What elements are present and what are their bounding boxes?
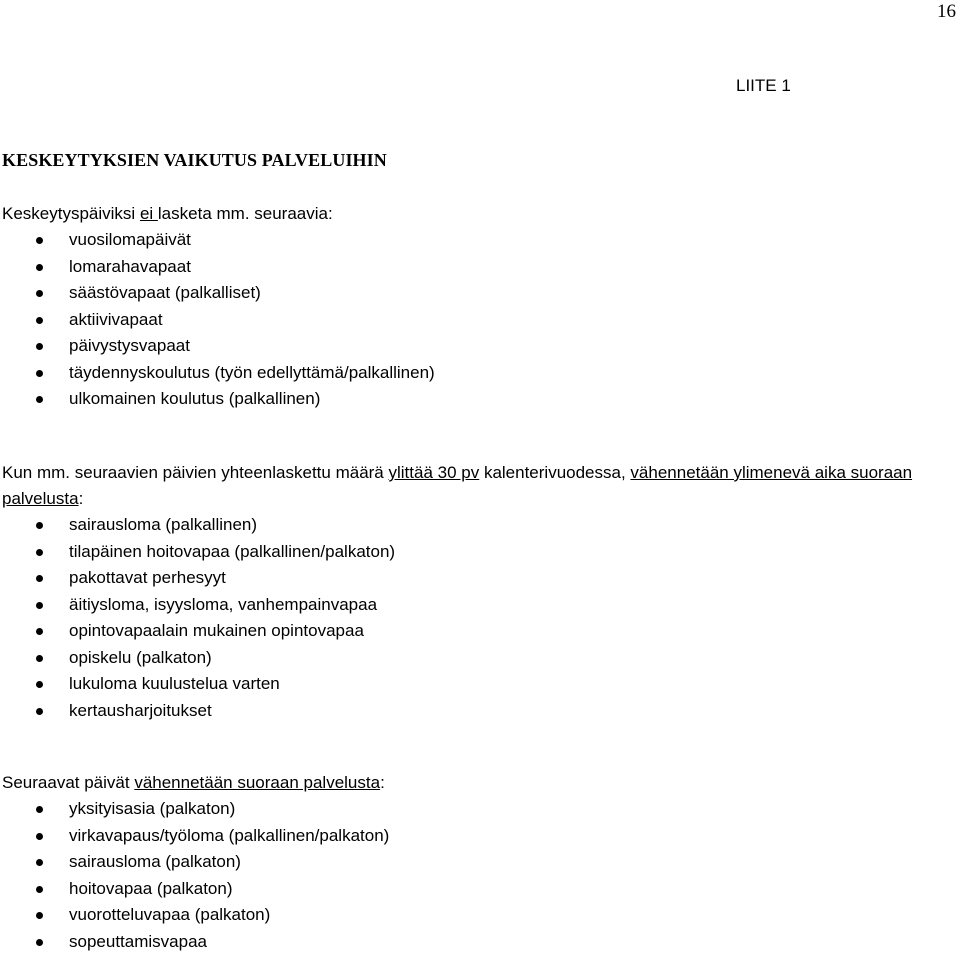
section-intro: [2, 460, 946, 512]
bullet-icon: [36, 859, 43, 866]
list-item-text: täydennyskoulutus (työn edellyttämä/palkallinen): [69, 363, 435, 382]
bullet-icon: [36, 317, 43, 324]
intro-underlined-text: vähennetään suoraan palvelusta: [134, 773, 380, 792]
bullet-icon: [36, 833, 43, 840]
bullet-icon: [36, 602, 43, 609]
section-not-counted: [2, 201, 946, 413]
bullet-icon: [36, 575, 43, 582]
document-title: KESKEYTYKSIEN VAIKUTUS PALVELUIHIN: [2, 150, 387, 171]
list-item: [2, 929, 946, 955]
intro-text: Keskeytyspäiviksi: [2, 204, 140, 223]
list-item: [2, 876, 946, 903]
list-item-text: sairausloma (palkallinen): [69, 515, 257, 534]
bullet-icon: [36, 886, 43, 893]
bullet-icon: [36, 681, 43, 688]
list-item-text: opiskelu (palkaton): [69, 648, 212, 667]
bullet-icon: [36, 939, 43, 946]
list-item: [2, 823, 946, 850]
list-item: [2, 645, 946, 672]
list-item-text: päivystysvapaat: [69, 336, 190, 355]
list-item-text: äitiysloma, isyysloma, vanhempainvapaa: [69, 595, 377, 614]
bullet-icon: [36, 549, 43, 556]
list-item-text: yksityisasia (palkaton): [69, 799, 235, 818]
list-item: [2, 360, 946, 387]
list-item: [2, 280, 946, 307]
bullet-icon: [36, 806, 43, 813]
bullet-icon: [36, 628, 43, 635]
intro-text: kalenterivuodessa,: [479, 463, 630, 482]
bullet-icon: [36, 522, 43, 529]
bullet-list: [2, 512, 946, 724]
list-item-text: aktiivivapaat: [69, 310, 163, 329]
list-item-text: tilapäinen hoitovapaa (palkallinen/palkaton): [69, 542, 395, 561]
bullet-list: [2, 227, 946, 413]
intro-text: Seuraavat päivät: [2, 773, 134, 792]
list-item: [2, 333, 946, 360]
list-item-text: kertausharjoitukset: [69, 701, 212, 720]
list-item: [2, 698, 946, 725]
appendix-label: LIITE 1: [736, 76, 791, 96]
list-item: [2, 307, 946, 334]
list-item: [2, 618, 946, 645]
list-item-text: lomarahavapaat: [69, 257, 191, 276]
bullet-icon: [36, 396, 43, 403]
list-item: [2, 512, 946, 539]
list-item-text: vuosilomapäivät: [69, 230, 191, 249]
list-item-text: pakottavat perhesyyt: [69, 568, 226, 587]
list-item: [2, 254, 946, 281]
list-item-text: sairausloma (palkaton): [69, 852, 241, 871]
bullet-icon: [36, 343, 43, 350]
section-intro: [2, 770, 946, 796]
bullet-icon: [36, 237, 43, 244]
section-direct-deduction: [2, 770, 946, 955]
list-item: [2, 386, 946, 413]
intro-text: Kun mm. seuraavien päivien yhteenlaskettu määrä: [2, 463, 388, 482]
list-item-text: vuorotteluvapaa (palkaton): [69, 905, 270, 924]
list-item: [2, 902, 946, 929]
list-item: [2, 671, 946, 698]
bullet-icon: [36, 708, 43, 715]
list-item-text: ulkomainen koulutus (palkallinen): [69, 389, 320, 408]
list-item: [2, 227, 946, 254]
section-over-30-days: [2, 460, 946, 724]
list-item: [2, 849, 946, 876]
list-item-text: opintovapaalain mukainen opintovapaa: [69, 621, 364, 640]
list-item-text: hoitovapaa (palkaton): [69, 879, 233, 898]
list-item: [2, 592, 946, 619]
bullet-icon: [36, 912, 43, 919]
list-item-text: sopeuttamisvapaa: [69, 932, 207, 951]
intro-text: :: [380, 773, 385, 792]
intro-underlined-text: vähennetään ylimenevä aika suoraan palvelusta: [2, 463, 912, 508]
list-item: [2, 796, 946, 823]
bullet-icon: [36, 264, 43, 271]
list-item-text: säästövapaat (palkalliset): [69, 283, 261, 302]
bullet-list: [2, 796, 946, 955]
list-item-text: lukuloma kuulustelua varten: [69, 674, 280, 693]
bullet-icon: [36, 655, 43, 662]
bullet-icon: [36, 290, 43, 297]
page-number: 16: [937, 1, 956, 23]
section-intro: [2, 201, 946, 227]
intro-text: :: [79, 489, 84, 508]
intro-underlined-text: ei: [140, 204, 158, 223]
list-item-text: virkavapaus/työloma (palkallinen/palkaton): [69, 826, 389, 845]
bullet-icon: [36, 370, 43, 377]
intro-underlined-text: ylittää 30 pv: [388, 463, 479, 482]
list-item: [2, 565, 946, 592]
intro-text: lasketa mm. seuraavia:: [158, 204, 333, 223]
list-item: [2, 539, 946, 566]
